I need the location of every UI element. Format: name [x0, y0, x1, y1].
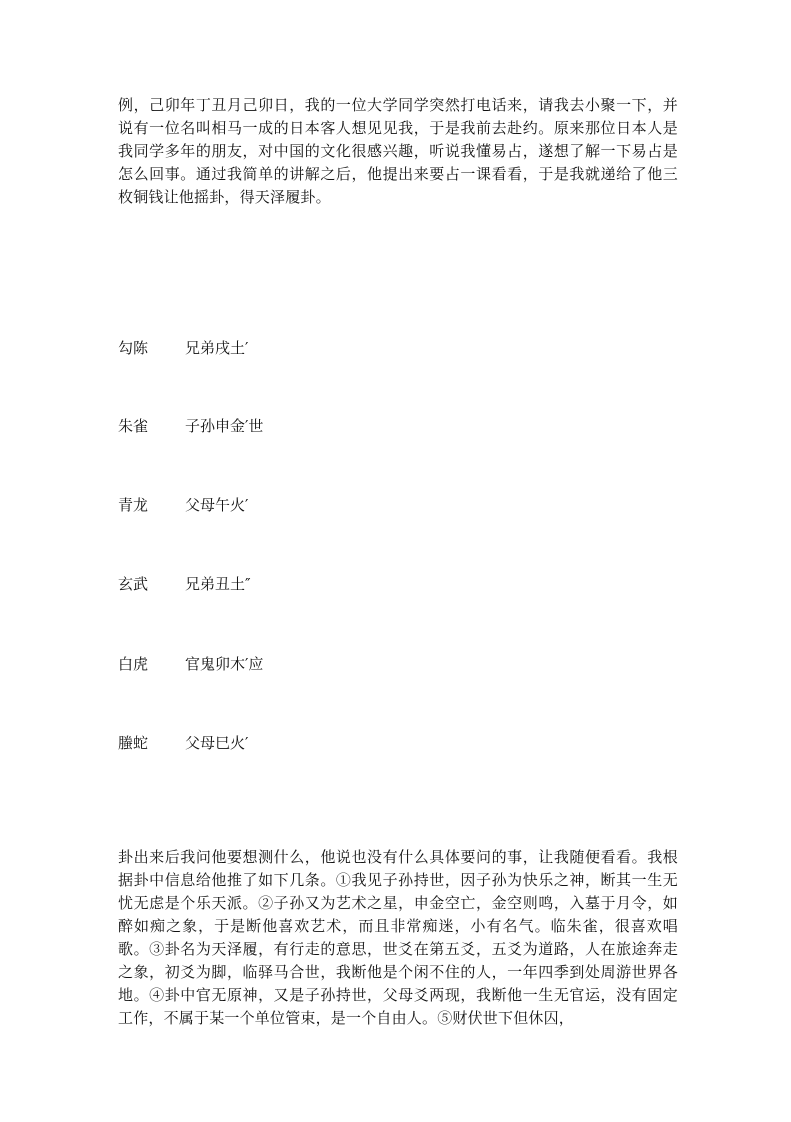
gua-line-4	[118, 493, 248, 517]
liuqin-line-text: 兄弟戌土′	[185, 339, 249, 357]
liuqin-line-text: 父母巳火′	[185, 734, 249, 752]
six-spirit-label: 玄武	[118, 575, 149, 593]
six-spirit-label: 螣蛇	[118, 734, 149, 752]
six-spirit-label: 勾陈	[118, 339, 149, 357]
six-spirit-label: 白虎	[118, 655, 149, 673]
liuqin-line-text: 官鬼卯木′应	[185, 655, 264, 673]
gua-line-6	[118, 336, 248, 360]
gua-line-2	[118, 652, 263, 676]
six-spirit-label: 朱雀	[118, 417, 149, 435]
analysis-paragraph: 卦出来后我问他要想测什么，他说也没有什么具体要问的事，让我随便看看。我根据卦中信息给他推了如下几条。①我见子孙持世，因子孙为快乐之神，断其一生无忧无虑是个乐天派。②子孙又为艺术之星，申金空亡，金空则鸣，入墓于月令，如醉如痴之象，于是断他喜欢艺术，而且非常痴迷，小有名气。临朱雀，很喜欢唱歌。③卦名为天泽履，有行走的意思，世爻在第五爻，五爻为道路，人在旅途奔走之象，初爻为脚，临驿马合世，我断他是个闲不住的人，一年四季到处周游世界各地。④卦中官无原神，又是子孙持世，父母爻两现，我断他一生无官运，没有固定工作，不属于某一个单位管束，是一个自由人。⑤财伏世下但休囚，	[118, 848, 678, 1027]
intro-paragraph: 例，己卯年丁丑月己卯日，我的一位大学同学突然打电话来，请我去小聚一下，并说有一位名叫相马一成的日本客人想见见我，于是我前去赴约。原来那位日本人是我同学多年的朋友，对中国的文化很感兴趣，听说我懂易占，遂想了解一下易占是怎么回事。通过我简单的讲解之后，他提出来要占一课看看，于是我就递给了他三枚铜钱让他摇卦，得天泽履卦。	[118, 96, 678, 206]
gua-line-5	[118, 414, 263, 438]
gua-line-3	[118, 572, 251, 596]
liuqin-line-text: 兄弟丑土″	[185, 575, 251, 593]
six-spirit-label: 青龙	[118, 496, 149, 514]
liuqin-line-text: 子孙申金′世	[185, 417, 264, 435]
gua-line-1	[118, 731, 248, 755]
liuqin-line-text: 父母午火′	[185, 496, 249, 514]
